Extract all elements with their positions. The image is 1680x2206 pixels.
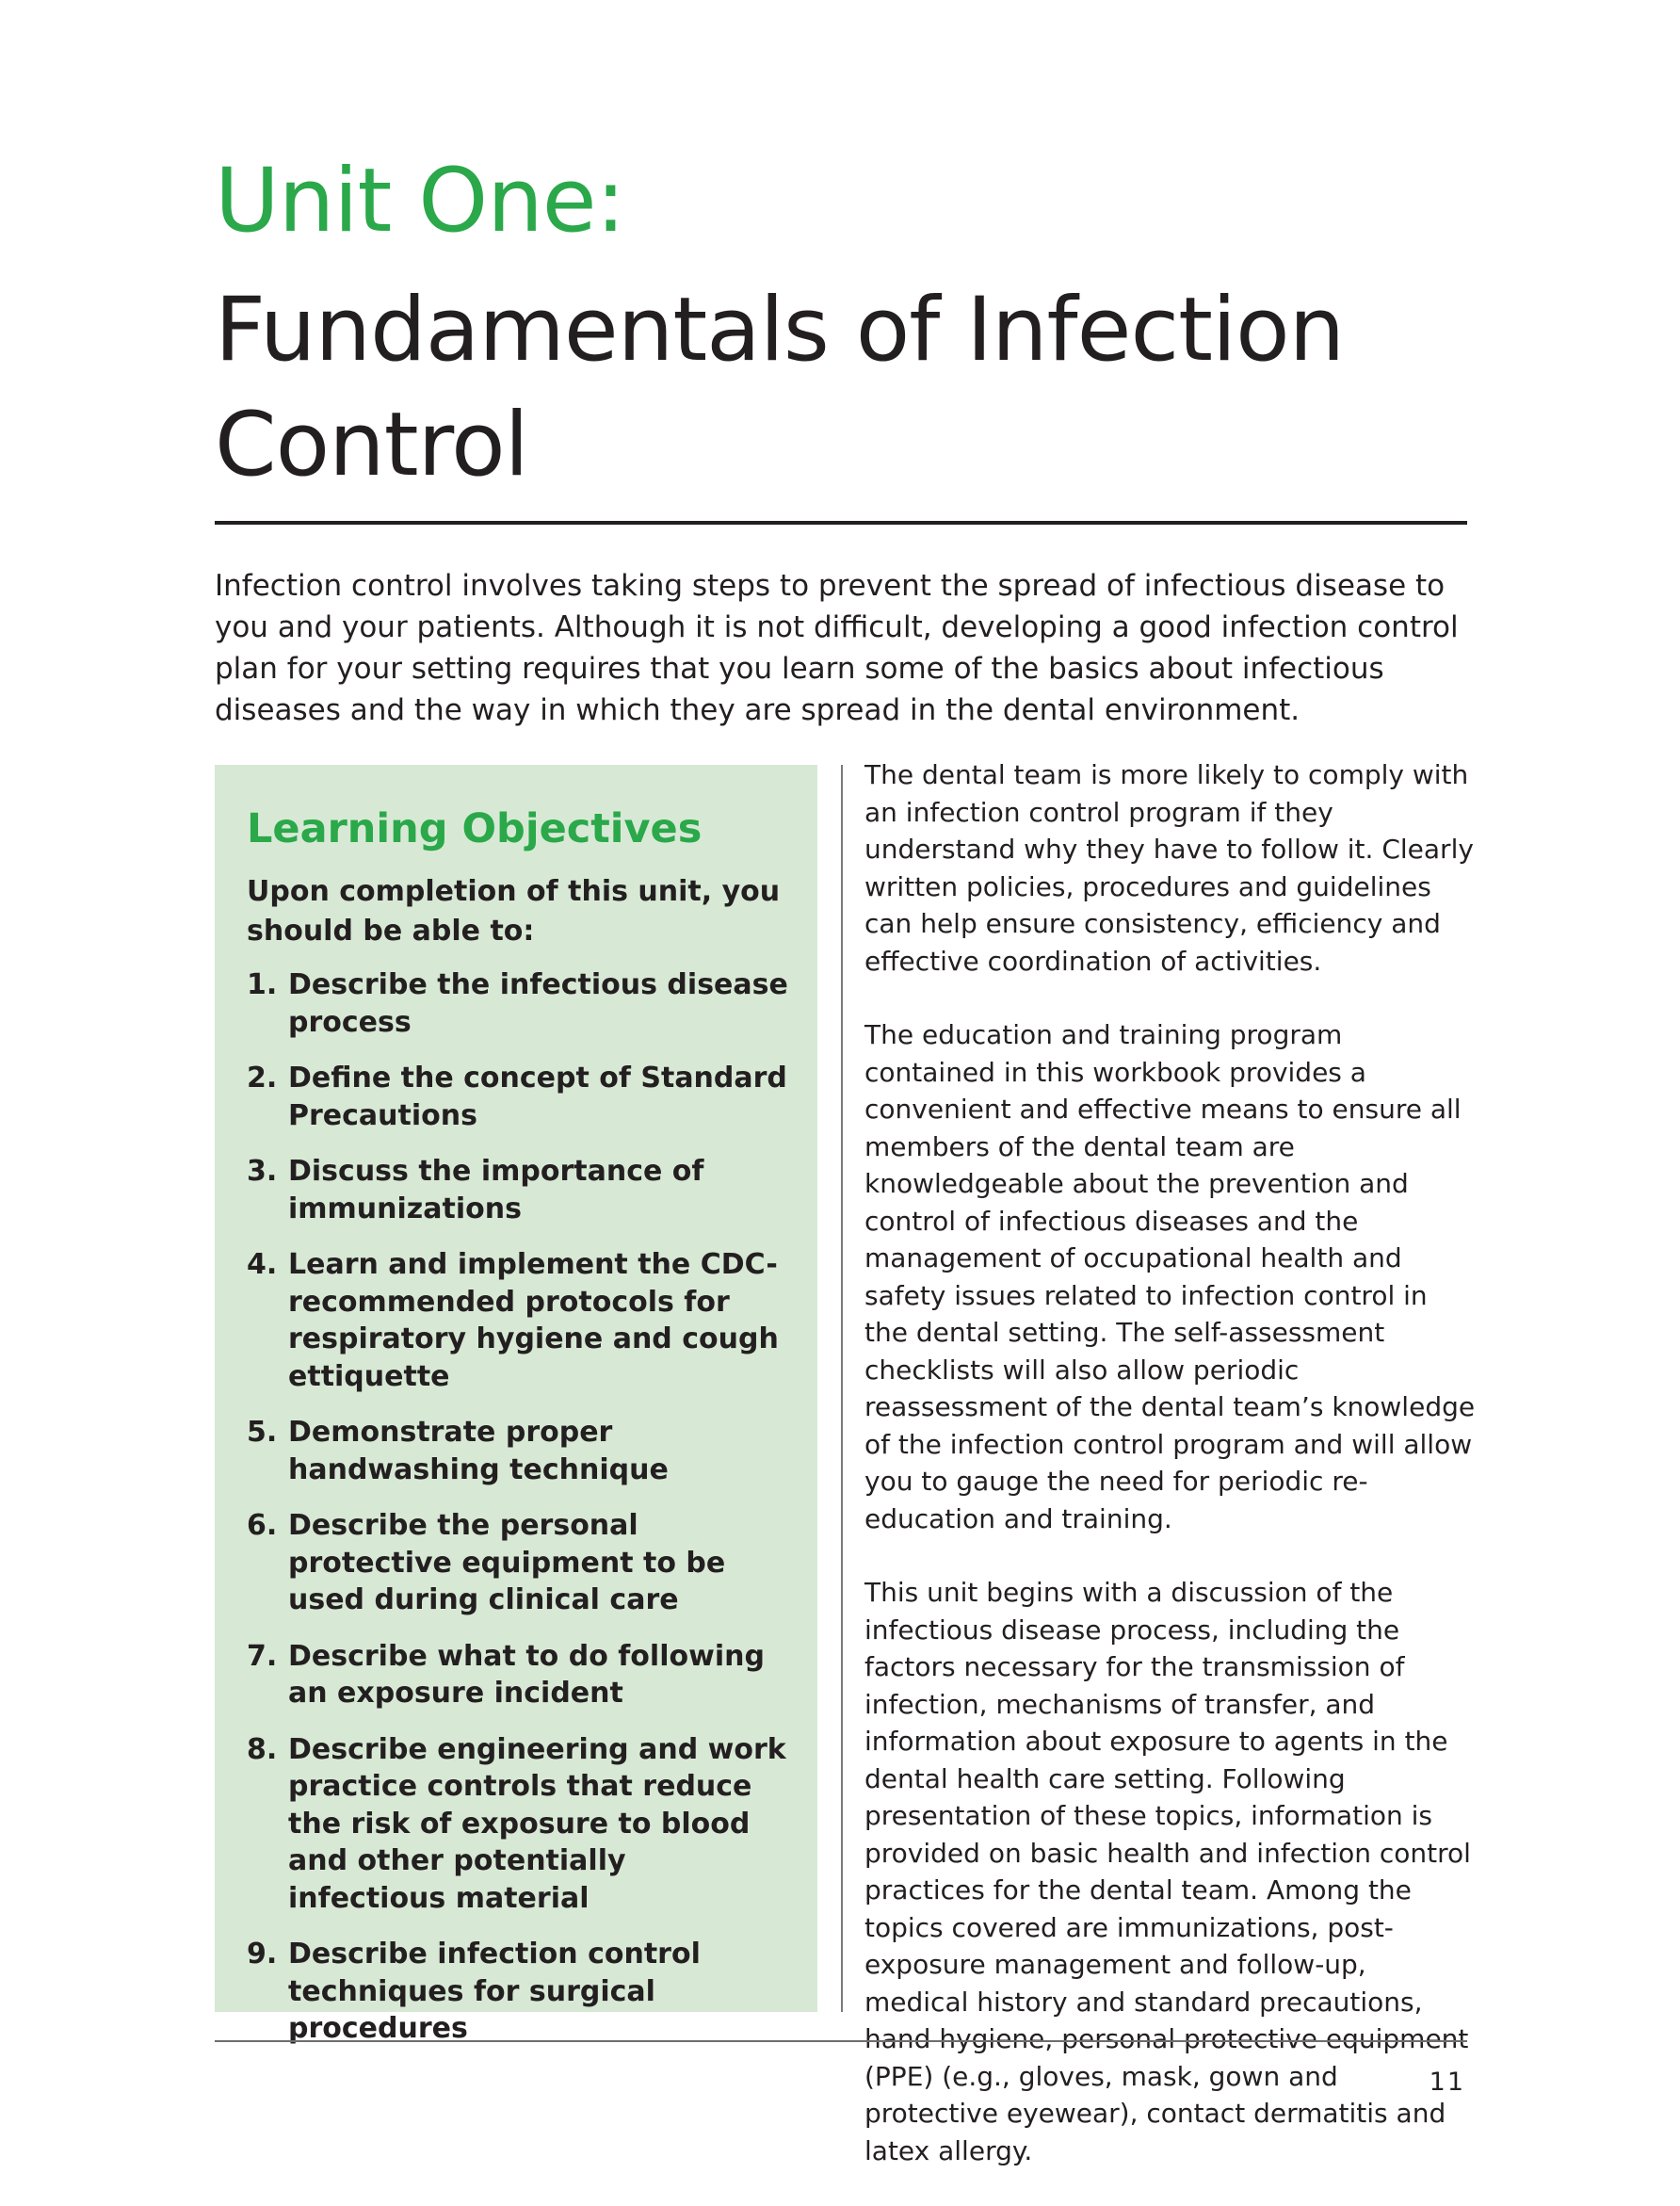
objective-item	[247, 1060, 789, 1134]
learning-objectives-intro: Upon completion of this unit, you should be able to:	[247, 875, 781, 948]
objective-number: 3.	[247, 1155, 278, 1188]
objective-text: Describe the infectious disease process	[288, 968, 788, 1039]
objective-text: Describe infection control techniques for surgical procedures	[288, 1938, 701, 2045]
learning-objectives-list	[247, 966, 789, 2048]
learning-objectives-panel	[215, 765, 817, 2045]
objective-item	[247, 1414, 789, 1488]
objective-text: Define the concept of Standard Precautions	[288, 1062, 787, 1132]
objective-text: Describe the personal protective equipment to be used during clinical care	[288, 1509, 726, 1616]
learning-objectives-heading: Learning Objectives	[247, 805, 703, 852]
objective-item	[247, 1731, 789, 1918]
objective-number: 4.	[247, 1248, 278, 1281]
unit-label: Unit One:	[215, 150, 625, 252]
intro-paragraph: Infection control involves taking steps to prevent the spread of infectious disease to you and your patients. Although it is not difficult, developing a good infection control plan for your setting requires that you learn some of the basics about infectious diseases and the way in which they are spread in the dental environment.	[215, 569, 1459, 727]
objective-number: 5.	[247, 1416, 278, 1449]
objective-number: 1.	[247, 968, 278, 1001]
page-number: 11	[1429, 2068, 1465, 2097]
objective-item	[247, 1936, 789, 2048]
objective-text: Describe engineering and work practice controls that reduce the risk of exposure to blood and other potentially infectious material	[288, 1732, 786, 1915]
column-divider	[841, 765, 843, 2012]
objective-text: Learn and implement the CDC-recommended protocols for respiratory hygiene and cough ettiquette	[288, 1248, 779, 1393]
objective-item	[247, 966, 789, 1041]
objective-number: 2.	[247, 1062, 278, 1095]
objective-number: 9.	[247, 1938, 278, 1971]
page-title: Fundamentals of Infection Control	[215, 279, 1345, 496]
objective-item	[247, 1153, 789, 1227]
objective-item	[247, 1246, 789, 1395]
objective-item	[247, 1638, 789, 1712]
objective-number: 6.	[247, 1509, 278, 1542]
body-text-column	[864, 756, 1477, 2206]
body-paragraph: This unit begins with a discussion of the infectious disease process, including the factors necessary for the transmission of infection, mechanisms of transfer, and information about exposure to agents in the dental health care setting. Following presentation of these topics, information is provided on basic health and infection control practices for the dental team. Among the topics covered are immunizations, post-exposure management and follow-up, medical history and standard precautions, hand hygiene, personal protective equipment (PPE) (e.g., gloves, mask, gown and protective eyewear), contact dermatitis and latex allergy.	[864, 1577, 1471, 2166]
objective-text: Describe what to do following an exposure incident	[288, 1639, 765, 1710]
objective-number: 8.	[247, 1732, 278, 1766]
objective-item	[247, 1507, 789, 1619]
title-divider	[215, 521, 1467, 525]
body-paragraph: The dental team is more likely to comply with an infection control program if they understand why they have to follow it. Clearly written policies, procedures and guidelines can help ensure consistency, efficiency and effective coordination of activities.	[864, 759, 1474, 977]
body-paragraph: The education and training program contained in this workbook provides a convenient and effective means to ensure all members of the dental team are knowledgeable about the prevention and control of infectious diseases and the management of occupational health and safety issues related to infection control in the dental setting. The self-assessment checklists will also allow periodic reassessment of the dental team’s knowledge of the infection control program and will allow you to gauge the need for periodic re-education and training.	[864, 1019, 1476, 1534]
objective-number: 7.	[247, 1639, 278, 1673]
objective-text: Discuss the importance of immunizations	[288, 1155, 704, 1225]
objective-text: Demonstrate proper handwashing technique	[288, 1416, 669, 1486]
footer-divider	[215, 2040, 1467, 2042]
